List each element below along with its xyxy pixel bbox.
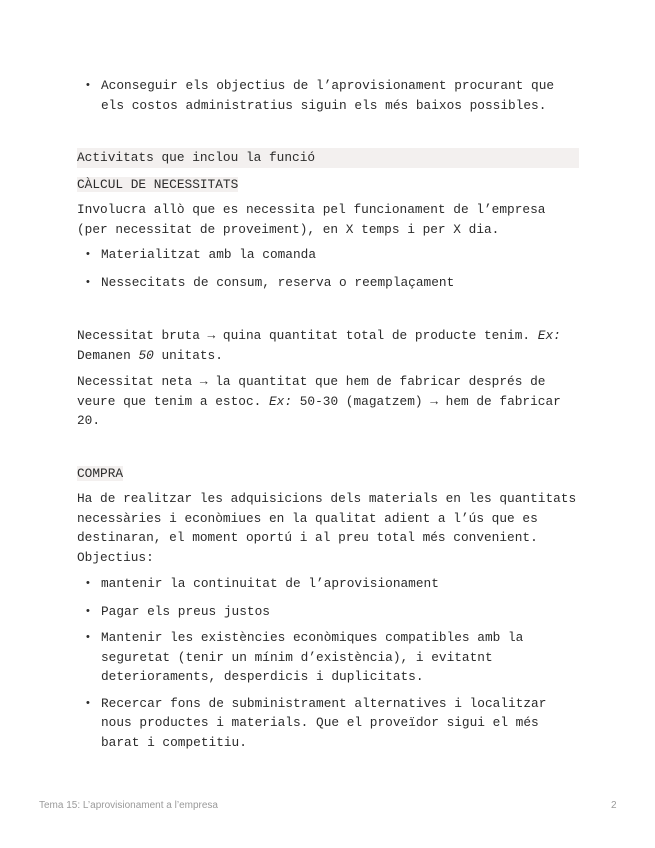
- document-content: [77, 76, 579, 752]
- calcul-heading: CÀLCUL DE NECESSITATS: [77, 176, 239, 192]
- section-title: Activitats que inclou la funció: [77, 148, 579, 168]
- list-item: • Pagar els preus justos: [77, 602, 579, 622]
- compra-bullet-list: [77, 574, 579, 752]
- compra-heading: COMPRA: [77, 465, 124, 481]
- footer-page-number: 2: [611, 800, 617, 811]
- necessitat-bruta: Necessitat bruta → quina quantitat total de producte tenim. Ex: Demanen 50 unitats.: [77, 328, 561, 363]
- compra-intro: Ha de realitzar les adquisicions dels materials en les quantitats necessàries i econòmiues en la qualitat adient a l’ús que es destinaran, el moment oportú i al preu total més convenient. Objectius:: [77, 491, 577, 565]
- top-bullet-list: [77, 76, 579, 115]
- necessitat-neta: Necessitat neta → la quantitat que hem de fabricar després de veure que tenim a estoc. Ex: 50-30 (magatzem) → hem de fabricar 20.: [77, 374, 561, 428]
- calcul-bullet-list: [77, 245, 579, 292]
- footer-chapter-title: Tema 15: L’aprovisionament a l’empresa: [39, 800, 218, 811]
- list-item: • Nessecitats de consum, reserva o reemplaçament: [77, 273, 579, 293]
- calcul-intro: Involucra allò que es necessita pel funcionament de l’empresa (per necessitat de proveiment), en X temps i per X dia.: [77, 202, 546, 237]
- list-item: • Recercar fons de subministrament alternatives i localitzar nous productes i materials. Que el proveïdor sigui el més barat i competitiu.: [77, 694, 579, 753]
- list-item: • Aconseguir els objectius de l’aprovisionament procurant que els costos administratius siguin els més baixos possibles.: [77, 76, 579, 115]
- list-item: • Mantenir les existències econòmiques compatibles amb la seguretat (tenir un mínim d’existència), i evitatnt deterioraments, desperdicis i duplicitats.: [77, 628, 579, 687]
- list-item: • Materialitzat amb la comanda: [77, 245, 579, 265]
- list-item: • mantenir la continuitat de l’aprovisionament: [77, 574, 579, 594]
